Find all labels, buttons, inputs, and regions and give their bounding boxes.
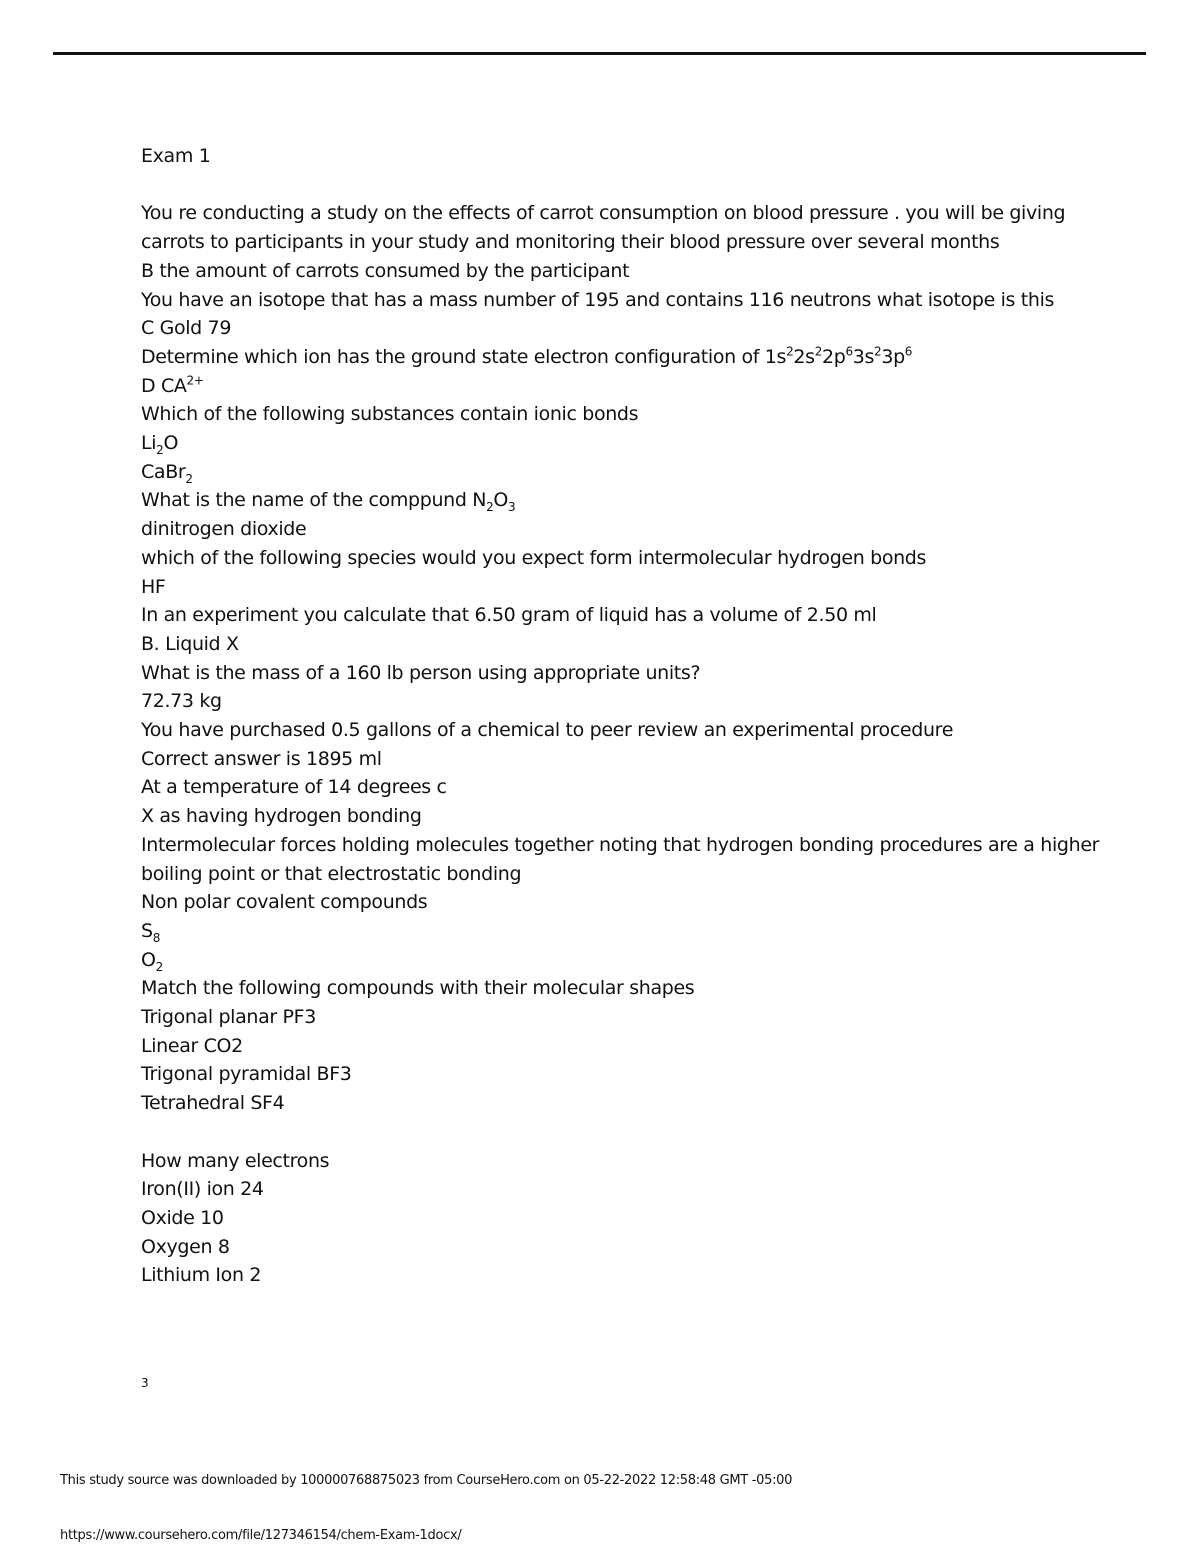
electron-count-item: Iron(II) ion 24 bbox=[141, 1178, 264, 1201]
answer-2: C Gold 79 bbox=[141, 317, 232, 340]
question-6: which of the following species would you expect form intermolecular hydrogen bonds bbox=[141, 546, 927, 569]
answer-6: HF bbox=[141, 575, 166, 598]
top-horizontal-rule bbox=[53, 52, 1146, 55]
question-12: Non polar covalent compounds bbox=[141, 891, 428, 914]
compound-formula: $N_2O_3$ bbox=[472, 489, 516, 515]
footer-source-notice: This study source was downloaded by 100000768875023 from CourseHero.com on 05-22-2022 12:58:48 GMT -05:00 bbox=[60, 1473, 793, 1488]
question-5: What is the name of the comppund $N_2O_3$ bbox=[141, 489, 516, 515]
shape-item: Tetrahedral SF4 bbox=[141, 1092, 285, 1115]
electron-count-item: Lithium Ion 2 bbox=[141, 1264, 262, 1287]
question-8: What is the mass of a 160 lb person using appropriate units? bbox=[141, 661, 701, 684]
answer-9: Correct answer is 1895 ml bbox=[141, 747, 382, 770]
question-1: You re conducting a study on the effects of carrot consumption on blood pressure . you will be giving carrots to participants in your study and monitoring their blood pressure over several months bbox=[141, 202, 1066, 254]
spacer bbox=[141, 171, 1101, 200]
answer-4a: $Li_2O$ bbox=[141, 432, 179, 457]
shape-item: Trigonal planar PF3 bbox=[141, 1006, 316, 1029]
question-7: In an experiment you calculate that 6.50 gram of liquid has a volume of 2.50 ml bbox=[141, 604, 877, 627]
question-2: You have an isotope that has a mass number of 195 and contains 116 neutrons what isotope is this bbox=[141, 288, 1055, 311]
answer-1: B the amount of carrots consumed by the participant bbox=[141, 259, 630, 282]
answer-12b: $O_2$ bbox=[141, 948, 163, 974]
answer-5: dinitrogen dioxide bbox=[141, 518, 307, 541]
question-9: You have purchased 0.5 gallons of a chemical to peer review an experimental procedure bbox=[141, 719, 954, 742]
question-3 bbox=[141, 343, 1101, 372]
answer-7: B. Liquid X bbox=[141, 632, 239, 655]
page-number: 3 bbox=[141, 1376, 149, 1390]
spacer bbox=[141, 1118, 1101, 1147]
footer-url-link[interactable]: https://www.coursehero.com/file/127346154/chem-Exam-1docx/ bbox=[60, 1528, 462, 1543]
document-title: Exam 1 bbox=[141, 145, 211, 167]
answer-4b: CaBr$_2$ bbox=[141, 460, 193, 486]
question-13: Match the following compounds with their molecular shapes bbox=[141, 977, 695, 1000]
document-body bbox=[141, 142, 1101, 1290]
answer-12a: $S_8$ bbox=[141, 919, 161, 945]
electron-count-item: Oxygen 8 bbox=[141, 1235, 230, 1258]
answer-3: D $CA^{2+}$ bbox=[141, 373, 204, 397]
electron-configuration: $1s^22s^22p^63s^23p^6$ bbox=[764, 344, 913, 368]
electron-count-item: Oxide 10 bbox=[141, 1206, 224, 1229]
answer-10: X as having hydrogen bonding bbox=[141, 805, 422, 828]
shape-item: Linear CO2 bbox=[141, 1034, 243, 1057]
question-3-text: Determine which ion has the ground state electron configuration of bbox=[141, 345, 760, 368]
answer-8: 72.73 kg bbox=[141, 690, 222, 713]
statement-11: Intermolecular forces holding molecules together noting that hydrogen bonding procedures are a higher boiling point or that electrostatic bonding bbox=[141, 833, 1100, 885]
question-14: How many electrons bbox=[141, 1149, 330, 1172]
shape-item: Trigonal pyramidal BF3 bbox=[141, 1063, 352, 1086]
question-4: Which of the following substances contain ionic bonds bbox=[141, 403, 639, 426]
question-10: At a temperature of 14 degrees c bbox=[141, 776, 447, 799]
